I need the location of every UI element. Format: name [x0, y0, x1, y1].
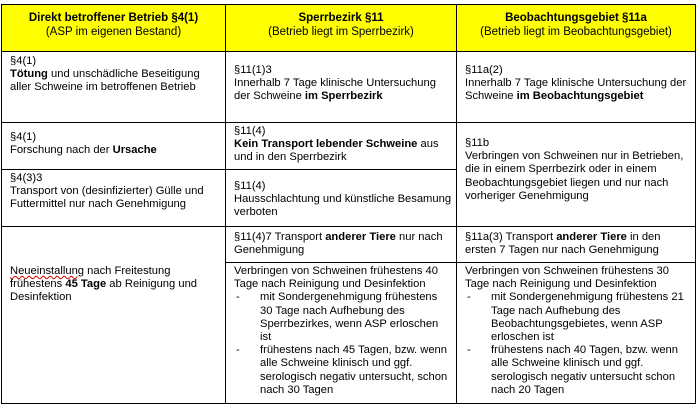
cell-text: Forschung nach der Ursache	[10, 144, 157, 157]
header-observation-area-title: Beobachtungsgebiet §11a	[505, 12, 647, 24]
cell-text: Verbringen von Schweinen frühestens 40 Tage nach Reinigung und Desinfektion	[234, 265, 438, 291]
cell-text: Hausschlachtung und künstliche Besamung verboten	[234, 193, 452, 219]
list-item: - mit Sondergenehmigung frühestens 30 Tage nach Aufhebung des Sperrbezirkes, wenn ASP erloschen ist	[234, 291, 452, 344]
header-restricted-zone	[225, 4, 457, 52]
header-restricted-zone-title: Sperrbezirk §11	[298, 12, 384, 24]
cell-text: Innerhalb 7 Tage klinische Untersuchung der Schweine im Beobachtungsgebiet	[465, 77, 687, 103]
ref-label: §4(3)3	[10, 172, 43, 184]
list-item: - frühestens nach 45 Tagen, bzw. wenn alle Schweine klinisch und ggf. serologisch negativ untersucht, schon nach 30 Tagen	[234, 344, 452, 397]
cell-text: §11(4)7 Transport anderer Tiere nur nach Genehmigung	[234, 231, 443, 257]
cell-col2-no-transport	[225, 122, 457, 170]
ref-label: §11b	[465, 137, 490, 149]
cell-col1-restocking	[1, 226, 226, 404]
header-observation-area-subtitle: (Betrieb liegt im Beobachtungsgebiet)	[480, 26, 672, 38]
header-observation-area	[456, 4, 696, 52]
ref-label: §11(4)	[234, 125, 266, 137]
header-direct-farm	[1, 4, 226, 52]
cell-text: Neueinstallung nach Freitestung frühestens 45 Tage ab Reinigung und Desinfektion	[10, 265, 198, 304]
condition-list	[465, 291, 691, 397]
cell-text: Transport von (desinfizierter) Gülle und Futtermittel nur nach Genehmigung	[10, 185, 204, 211]
cell-col3-moving-restricted	[456, 122, 696, 227]
list-item: - mit Sondergenehmigung frühestens 21 Tage nach Aufhebung des Beobachtungsgebietes, wenn ASP erloschen ist	[465, 291, 691, 344]
header-direct-farm-title: Direkt betroffener Betrieb §4(1)	[28, 12, 199, 24]
cell-col2-moving-pigs	[225, 262, 457, 404]
cell-text: §11a(3) Transport anderer Tiere in den ersten 7 Tagen nur nach Genehmigung	[465, 231, 661, 257]
list-item: - frühestens nach 40 Tagen, bzw. wenn alle Schweine klinisch und ggf. serologisch negativ untersucht schon nach 20 Tagen	[465, 344, 691, 397]
ref-label: §4(1)	[10, 55, 37, 67]
cell-col2-inspection	[225, 51, 457, 123]
cell-text: Verbringen von Schweinen nur in Betrieben, die in einem Sperrbezirk oder in einem Beobachtungsgebiet liegen und nur nach vorheriger Genehmigung	[465, 150, 684, 202]
cell-text: Innerhalb 7 Tage klinische Untersuchung der Schweine im Sperrbezirk	[234, 77, 436, 103]
cell-col1-transport	[1, 169, 226, 227]
cell-col3-inspection	[456, 51, 696, 123]
cell-col1-cause	[1, 122, 226, 170]
cell-col2-slaughter	[225, 169, 457, 227]
ref-label: §11a(2)	[465, 64, 503, 76]
cell-col3-other-animals	[456, 226, 696, 263]
ref-label: §4(1)	[10, 131, 37, 143]
cell-text: Verbringen von Schweinen frühestens 30 Tage nach Reinigung und Desinfektion	[465, 265, 669, 291]
ref-label: §11(1)3	[234, 64, 272, 76]
cell-col2-other-animals	[225, 226, 457, 263]
ref-label: §11(4)	[234, 180, 266, 192]
condition-list	[234, 291, 452, 397]
header-restricted-zone-subtitle: (Betrieb liegt im Sperrbezirk)	[268, 26, 414, 38]
cell-col3-moving-pigs	[456, 262, 696, 404]
cell-text: Tötung und unschädliche Beseitigung aller Schweine im betroffenen Betrieb	[10, 68, 200, 94]
cell-text: Kein Transport lebender Schweine aus und in den Sperrbezirk	[234, 138, 439, 164]
header-direct-farm-subtitle: (ASP im eigenen Bestand)	[45, 26, 182, 38]
cell-col1-killing	[1, 51, 226, 123]
